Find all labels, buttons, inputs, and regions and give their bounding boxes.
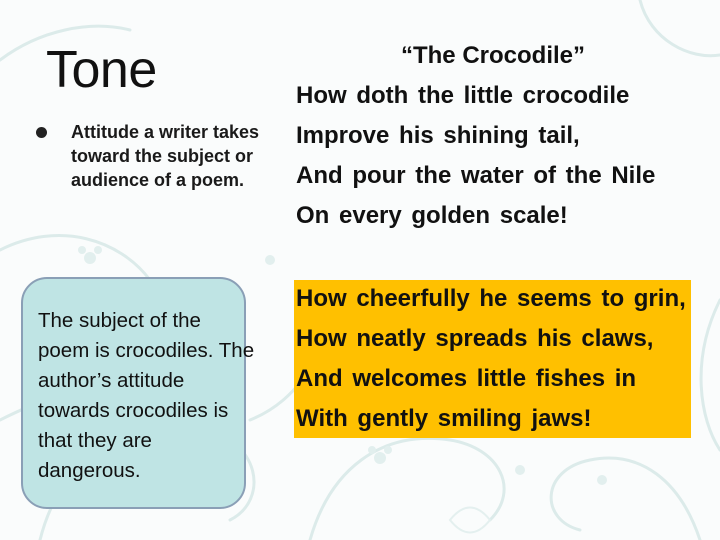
poem-line: How cheerfully he seems to grin, [296, 285, 686, 312]
poem-line: And welcomes little fishes in [296, 365, 637, 392]
poem-line: Improve his shining tail, [296, 122, 580, 149]
bullet-definition: Attitude a writer takes toward the subject or audience of a poem. [71, 122, 260, 190]
poem-line: How neatly spreads his claws, [296, 325, 654, 352]
poem-line: With gently smiling jaws! [296, 405, 592, 432]
poem-title: “The Crocodile” [400, 42, 586, 69]
poem-line: And pour the water of the Nile [296, 162, 656, 189]
poem-stanza-1 [296, 76, 655, 236]
callout-text: The subject of the poem is crocodiles. The author’s attitude towards crocodiles is that they are dangerous. [38, 309, 255, 482]
poem-stanza-2 [296, 279, 686, 439]
poem-line: How doth the little crocodile [296, 82, 630, 109]
bullet-icon [36, 127, 47, 138]
slide-title: Tone [46, 41, 157, 99]
poem-line: On every golden scale! [296, 202, 568, 229]
